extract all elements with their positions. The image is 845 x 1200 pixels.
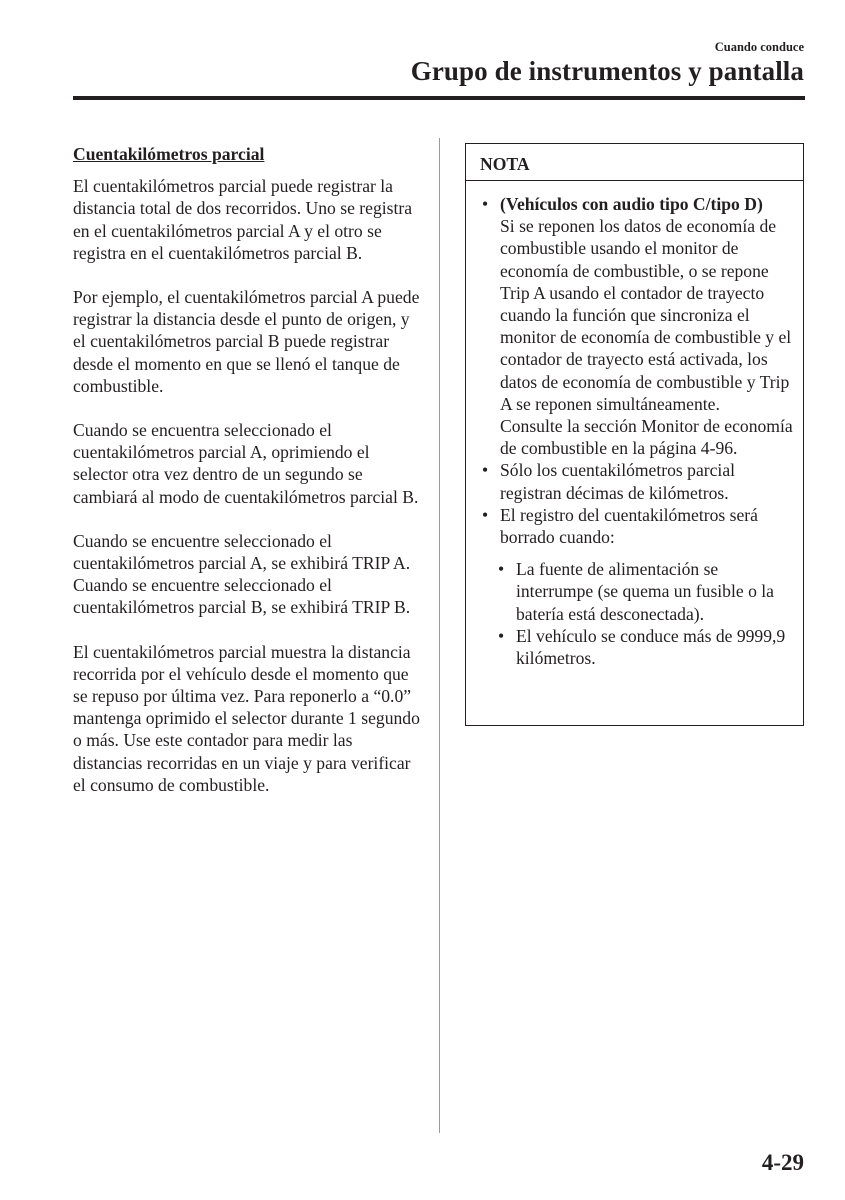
paragraph: Cuando se encuentre seleccionado el cuentakilómetros parcial A, se exhibirá TRIP A. Cuando se encuentre seleccionado el cuentakilómetros parcial B, se exhibirá TRIP B. (73, 530, 411, 618)
bullet-icon: • (482, 194, 489, 214)
note-bullet-bold: (Vehículos con audio tipo C/tipo D) (500, 194, 763, 214)
bullet-icon: • (498, 559, 505, 580)
note-bullet (478, 504, 797, 548)
note-bullet (478, 459, 797, 503)
section-label: Cuando conduce (714, 40, 804, 54)
note-sub-bullet-text: El vehículo se conduce más de 9999,9 kilómetros. (516, 625, 786, 669)
note-bullet-text (500, 193, 797, 459)
left-column (73, 143, 423, 818)
paragraph: El cuentakilómetros parcial puede registrar la distancia total de dos recorridos. Uno se registra en el cuentakilómetros parcial A y el otro se registra en el cuentakilómetros parcial B. (73, 176, 413, 263)
page-title: Grupo de instrumentos y pantalla (410, 56, 804, 86)
note-bullet-reference: Consulte la sección Monitor de economía de combustible en la página 4-96. (500, 416, 793, 459)
note-bullet-text: El registro del cuentakilómetros será borrado cuando: (500, 504, 758, 548)
note-bullet-text: Sólo los cuentakilómetros parcial registran décimas de kilómetros. (500, 460, 736, 503)
bullet-icon: • (498, 625, 505, 646)
page-number: 4-29 (761, 1150, 804, 1175)
note-bullet-body: Si se reponen los datos de economía de combustible usando el monitor de economía de combustible, o se repone Trip A usando el contador de trayecto cuando la función que sincroniza el monitor de economía de combustible y el contador de trayecto está activada, los datos de economía de combustible y Trip A se reponen simultáneamente. (500, 216, 792, 414)
note-title: NOTA (466, 144, 803, 181)
subsection-heading: Cuentakilómetros parcial (73, 144, 265, 164)
note-sub-list (478, 558, 797, 669)
column-divider (439, 138, 440, 1133)
paragraph: Por ejemplo, el cuentakilómetros parcial A puede registrar la distancia desde el punto de origen, y el cuentakilómetros parcial B puede registrar desde el momento en que se llenó el tanque de combustible. (73, 287, 420, 396)
note-body (466, 181, 803, 669)
note-bullet (478, 193, 797, 459)
note-sub-bullet (494, 558, 797, 625)
paragraph: El cuentakilómetros parcial muestra la distancia recorrida por el vehículo desde el momento que se repuso por última vez. Para reponerlo a “0.0” mantenga oprimido el selector durante 1 segundo o más. Use este contador para medir las distancias recorridas en un viaje y para verificar el consumo de combustible. (73, 641, 420, 795)
bullet-icon: • (482, 504, 489, 525)
note-sub-bullet-text: La fuente de alimentación se interrumpe (se quema un fusible o la batería está desconectada). (516, 559, 774, 624)
header-rule (73, 96, 805, 100)
bullet-icon: • (482, 460, 489, 481)
note-box (465, 143, 804, 726)
note-sub-bullet (494, 625, 797, 669)
paragraph: Cuando se encuentra seleccionado el cuentakilómetros parcial A, oprimiendo el selector otra vez dentro de un segundo se cambiará al modo de cuentakilómetros parcial B. (73, 420, 419, 507)
